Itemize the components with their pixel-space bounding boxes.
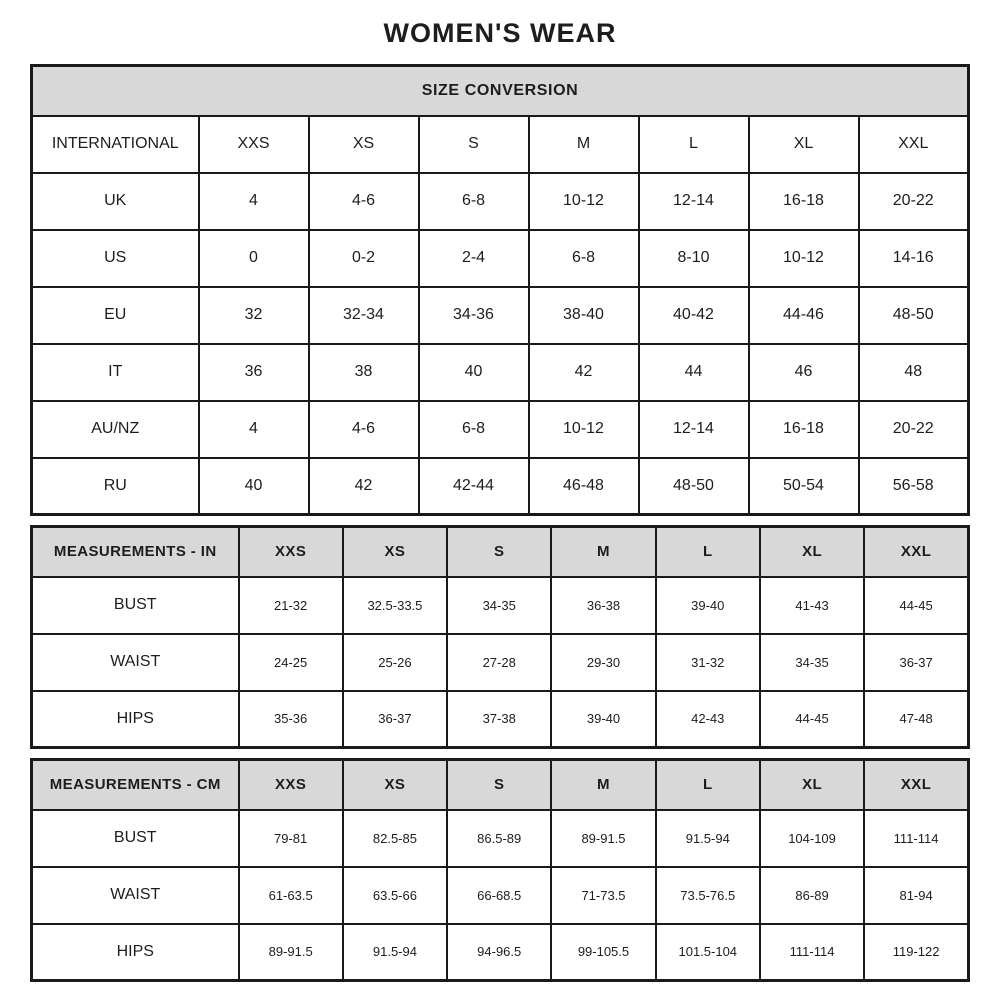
cell: 66-68.5 [447, 867, 551, 924]
cell: 41-43 [760, 577, 864, 634]
size-header: XXS [239, 760, 343, 810]
cell: 91.5-94 [656, 810, 760, 867]
table-row [32, 867, 969, 924]
cell: L [639, 116, 749, 173]
cell: 61-63.5 [239, 867, 343, 924]
cell: 111-114 [864, 810, 968, 867]
cell: 0 [199, 230, 309, 287]
cell: 48-50 [639, 458, 749, 515]
cell: 71-73.5 [551, 867, 655, 924]
cell: 21-32 [239, 577, 343, 634]
table-row [32, 116, 969, 173]
cell: 42-44 [419, 458, 529, 515]
cell: 36-38 [551, 577, 655, 634]
cell: 16-18 [749, 401, 859, 458]
cell: 56-58 [859, 458, 969, 515]
cell: 50-54 [749, 458, 859, 515]
size-header: L [656, 527, 760, 577]
cell: 94-96.5 [447, 924, 551, 981]
cell: 42 [529, 344, 639, 401]
cell: 8-10 [639, 230, 749, 287]
page-title: WOMEN'S WEAR [383, 18, 617, 48]
cell: 38-40 [529, 287, 639, 344]
cell: 6-8 [419, 401, 529, 458]
cell: 40 [199, 458, 309, 515]
cell: 104-109 [760, 810, 864, 867]
cell: XS [309, 116, 419, 173]
size-conversion-header: SIZE CONVERSION [32, 66, 969, 116]
cell: 14-16 [859, 230, 969, 287]
cell: S [419, 116, 529, 173]
cell: 0-2 [309, 230, 419, 287]
row-label: AU/NZ [32, 401, 199, 458]
cell: 47-48 [864, 691, 968, 748]
table-row [32, 577, 969, 634]
cell: 36 [199, 344, 309, 401]
cell: 79-81 [239, 810, 343, 867]
row-label: BUST [32, 810, 239, 867]
size-header: M [551, 527, 655, 577]
row-label: HIPS [32, 924, 239, 981]
cell: 99-105.5 [551, 924, 655, 981]
cell: 6-8 [419, 173, 529, 230]
row-label: WAIST [32, 867, 239, 924]
cell: 35-36 [239, 691, 343, 748]
cell: 16-18 [749, 173, 859, 230]
cell: 20-22 [859, 401, 969, 458]
cell: 4-6 [309, 401, 419, 458]
row-label: RU [32, 458, 199, 515]
table-row [32, 760, 969, 810]
size-header: S [447, 527, 551, 577]
cell: 4-6 [309, 173, 419, 230]
table-row [32, 66, 969, 116]
cell: 32-34 [309, 287, 419, 344]
cell: 91.5-94 [343, 924, 447, 981]
cell: 37-38 [447, 691, 551, 748]
cell: 34-35 [760, 634, 864, 691]
cell: 89-91.5 [239, 924, 343, 981]
cell: 44-46 [749, 287, 859, 344]
row-label: UK [32, 173, 199, 230]
row-label: HIPS [32, 691, 239, 748]
cell: 44 [639, 344, 749, 401]
cell: 38 [309, 344, 419, 401]
cell: XL [749, 116, 859, 173]
cell: 111-114 [760, 924, 864, 981]
cell: 101.5-104 [656, 924, 760, 981]
cell: 42-43 [656, 691, 760, 748]
table-row [32, 691, 969, 748]
size-header: S [447, 760, 551, 810]
cell: 119-122 [864, 924, 968, 981]
cell: 10-12 [529, 173, 639, 230]
cell: 24-25 [239, 634, 343, 691]
size-header: XS [343, 527, 447, 577]
size-conversion-table [30, 64, 970, 516]
cell: M [529, 116, 639, 173]
measurements-cm-table [30, 758, 970, 982]
row-label: BUST [32, 577, 239, 634]
measurements-in-table [30, 525, 970, 749]
cell: 4 [199, 173, 309, 230]
table-row [32, 634, 969, 691]
cell: 31-32 [656, 634, 760, 691]
cell: 12-14 [639, 173, 749, 230]
size-header: XXS [239, 527, 343, 577]
row-label: INTERNATIONAL [32, 116, 199, 173]
row-label: EU [32, 287, 199, 344]
cell: 10-12 [749, 230, 859, 287]
row-label: WAIST [32, 634, 239, 691]
cell: 36-37 [864, 634, 968, 691]
cell: 82.5-85 [343, 810, 447, 867]
cell: 6-8 [529, 230, 639, 287]
cell: 25-26 [343, 634, 447, 691]
cell: 2-4 [419, 230, 529, 287]
cell: 32 [199, 287, 309, 344]
size-header: XXL [864, 760, 968, 810]
cell: 46-48 [529, 458, 639, 515]
row-label: IT [32, 344, 199, 401]
cell: 81-94 [864, 867, 968, 924]
size-header: XS [343, 760, 447, 810]
table-row [32, 230, 969, 287]
table-row [32, 287, 969, 344]
cell: 29-30 [551, 634, 655, 691]
cell: 44-45 [864, 577, 968, 634]
cell: 4 [199, 401, 309, 458]
cell: 48 [859, 344, 969, 401]
measurements-header: MEASUREMENTS - CM [32, 760, 239, 810]
table-row [32, 527, 969, 577]
table-row [32, 924, 969, 981]
size-header: XL [760, 527, 864, 577]
table-row [32, 173, 969, 230]
cell: 34-35 [447, 577, 551, 634]
table-row [32, 810, 969, 867]
cell: 86-89 [760, 867, 864, 924]
cell: 42 [309, 458, 419, 515]
size-header: L [656, 760, 760, 810]
cell: 48-50 [859, 287, 969, 344]
cell: 12-14 [639, 401, 749, 458]
cell: 63.5-66 [343, 867, 447, 924]
table-row [32, 344, 969, 401]
cell: 40-42 [639, 287, 749, 344]
row-label: US [32, 230, 199, 287]
cell: 20-22 [859, 173, 969, 230]
size-header: XL [760, 760, 864, 810]
cell: 46 [749, 344, 859, 401]
cell: 39-40 [656, 577, 760, 634]
size-header: M [551, 760, 655, 810]
cell: 73.5-76.5 [656, 867, 760, 924]
cell: 40 [419, 344, 529, 401]
cell: 89-91.5 [551, 810, 655, 867]
cell: 10-12 [529, 401, 639, 458]
cell: 34-36 [419, 287, 529, 344]
cell: 32.5-33.5 [343, 577, 447, 634]
cell: 36-37 [343, 691, 447, 748]
cell: 39-40 [551, 691, 655, 748]
cell: 27-28 [447, 634, 551, 691]
table-row [32, 401, 969, 458]
measurements-header: MEASUREMENTS - IN [32, 527, 239, 577]
table-row [32, 458, 969, 515]
cell: XXS [199, 116, 309, 173]
cell: XXL [859, 116, 969, 173]
size-header: XXL [864, 527, 968, 577]
cell: 44-45 [760, 691, 864, 748]
cell: 86.5-89 [447, 810, 551, 867]
